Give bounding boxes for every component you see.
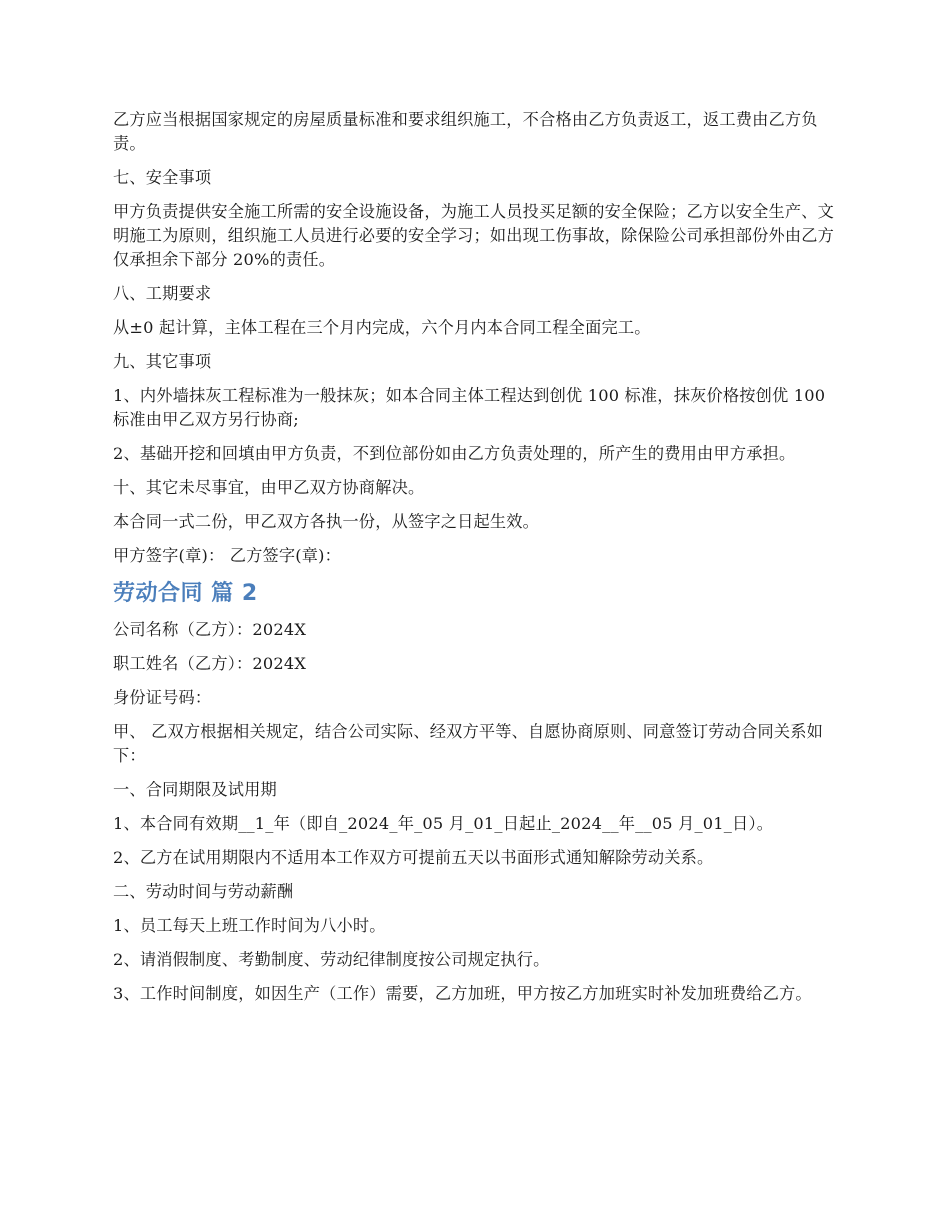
section-heading-schedule: 八、工期要求	[113, 284, 212, 303]
document-page	[113, 108, 843, 1016]
paragraph-leave-policy: 2、请消假制度、考勤制度、劳动纪律制度按公司规定执行。	[113, 950, 550, 969]
paragraph-quality-responsibility: 乙方应当根据国家规定的房屋质量标准和要求组织施工，不合格由乙方负责返工，返工费由乙方负责。	[113, 110, 818, 153]
paragraph-schedule-terms: 从±0 起计算，主体工程在三个月内完成，六个月内本合同工程全面完工。	[113, 318, 651, 337]
paragraph-copies-effective: 本合同一式二份，甲乙双方各执一份，从签字之日起生效。	[113, 512, 540, 531]
section-heading-term: 一、合同期限及试用期	[113, 780, 277, 799]
paragraph-overtime: 3、工作时间制度，如因生产（工作）需要，乙方加班，甲方按乙方加班实时补发加班费给乙方。	[113, 984, 812, 1003]
paragraph-foundation-terms: 2、基础开挖和回填由甲方负责，不到位部份如由乙方负责处理的，所产生的费用由甲方承担。	[113, 444, 796, 463]
field-id-number: 身份证号码：	[113, 688, 212, 707]
paragraph-probation: 2、乙方在试用期限内不适用本工作双方可提前五天以书面形式通知解除劳动关系。	[113, 848, 714, 867]
section-heading-hours-pay: 二、劳动时间与劳动薪酬	[113, 882, 294, 901]
field-company-name: 公司名称（乙方）：2024X	[113, 620, 307, 639]
paragraph-unresolved-matters: 十、其它未尽事宜，由甲乙双方协商解决。	[113, 478, 425, 497]
paragraph-plastering-terms: 1、内外墙抹灰工程标准为一般抹灰；如本合同主体工程达到创优 100 标准，抹灰价格按创优 100 标准由甲乙双方另行协商;	[113, 386, 826, 429]
document-heading-labor-contract: 劳动合同 篇 2	[113, 581, 258, 606]
section-heading-safety: 七、安全事项	[113, 168, 212, 187]
section-heading-other: 九、其它事项	[113, 352, 212, 371]
field-employee-name: 职工姓名（乙方）：2024X	[113, 654, 307, 673]
signature-line: 甲方签字(章)： 乙方签字(章)：	[113, 546, 342, 565]
paragraph-working-hours: 1、员工每天上班工作时间为八小时。	[113, 916, 386, 935]
paragraph-safety-terms: 甲方负责提供安全施工所需的安全设施设备，为施工人员投买足额的安全保险；乙方以安全生产、文明施工为原则，组织施工人员进行必要的安全学习；如出现工伤事故，除保险公司承担部份外由乙方仅承担余下部分 20%的责任。	[113, 202, 835, 269]
paragraph-contract-term: 1、本合同有效期__1_年（即自_2024_年_05 月_01_日起止_2024__年__05 月_01_日）。	[113, 814, 774, 833]
paragraph-agreement-intro: 甲、 乙双方根据相关规定，结合公司实际、经双方平等、自愿协商原则、同意签订劳动合同关系如下：	[113, 722, 824, 765]
